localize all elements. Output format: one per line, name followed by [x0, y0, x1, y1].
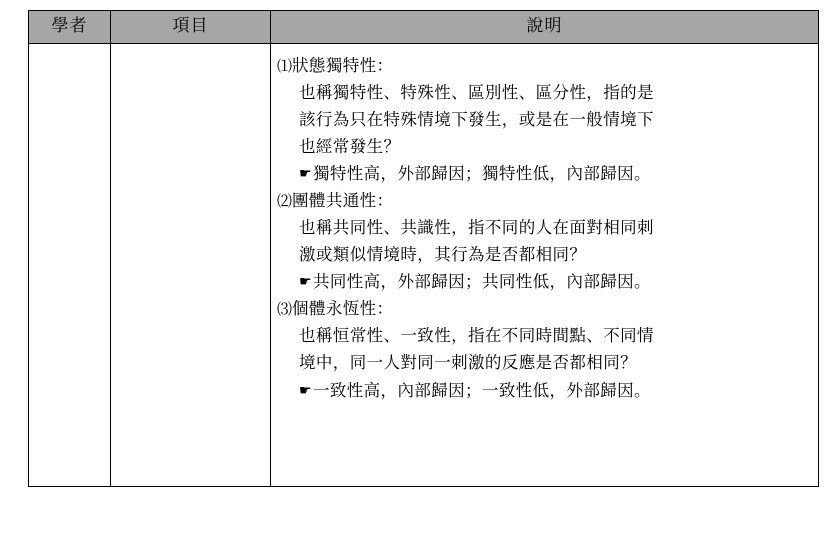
cell-item — [111, 43, 271, 486]
group-3-marker: ⑶ — [277, 300, 293, 319]
cell-description — [271, 43, 819, 486]
group-2-note: 共同性高，外部歸因；共同性低，內部歸因。 — [312, 272, 651, 292]
description-group-1 — [277, 52, 812, 187]
description-block — [277, 52, 812, 404]
group-1-line-1: 也稱獨特性、特殊性、區別性、區分性，指的是 — [299, 82, 654, 102]
group-2-title: 團體共通性： — [292, 191, 394, 211]
group-1-marker: ⑴ — [277, 56, 293, 75]
group-2-line-2: 激或類似情境時，其行為是否都相同？ — [299, 245, 587, 265]
pointer-right-icon: ☛ — [299, 274, 312, 291]
group-1-note: 獨特性高，外部歸因；獨特性低，內部歸因。 — [312, 164, 651, 184]
description-group-2 — [277, 187, 812, 295]
pointer-right-icon: ☛ — [299, 166, 312, 183]
group-2-marker: ⑵ — [277, 192, 293, 211]
cell-scholar — [29, 43, 111, 486]
pointer-right-icon: ☛ — [299, 382, 312, 399]
group-1-line-3: 也經常發生？ — [299, 137, 401, 157]
group-3-title-line — [277, 295, 812, 322]
table-header — [29, 11, 819, 44]
column-header-description: 說明 — [271, 11, 819, 44]
table-row — [29, 43, 819, 486]
table-header-row — [29, 11, 819, 44]
column-header-item: 項目 — [111, 11, 271, 44]
group-2-note-line — [277, 268, 812, 295]
group-1-title: 狀態獨特性： — [292, 55, 394, 75]
group-2-title-line — [277, 187, 812, 214]
table-body — [29, 43, 819, 486]
group-3-note-line — [277, 377, 812, 404]
group-3-note: 一致性高，內部歸因；一致性低，外部歸因。 — [312, 380, 651, 400]
group-3-line-1: 也稱恒常性、一致性，指在不同時間點、不同情 — [299, 326, 654, 346]
column-header-scholar: 學者 — [29, 11, 111, 44]
group-2-line-1: 也稱共同性、共識性，指不同的人在面對相同刺 — [299, 218, 654, 238]
group-1-line-2: 該行為只在特殊情境下發生，或是在一般情境下 — [299, 110, 654, 130]
description-group-3 — [277, 295, 812, 403]
attribution-theory-table — [28, 10, 819, 487]
group-1-title-line — [277, 52, 812, 79]
group-1-note-line — [277, 160, 812, 187]
group-3-title: 個體永恆性： — [292, 299, 394, 319]
group-3-line-2: 境中，同一人對同一刺激的反應是否都相同？ — [299, 353, 637, 373]
